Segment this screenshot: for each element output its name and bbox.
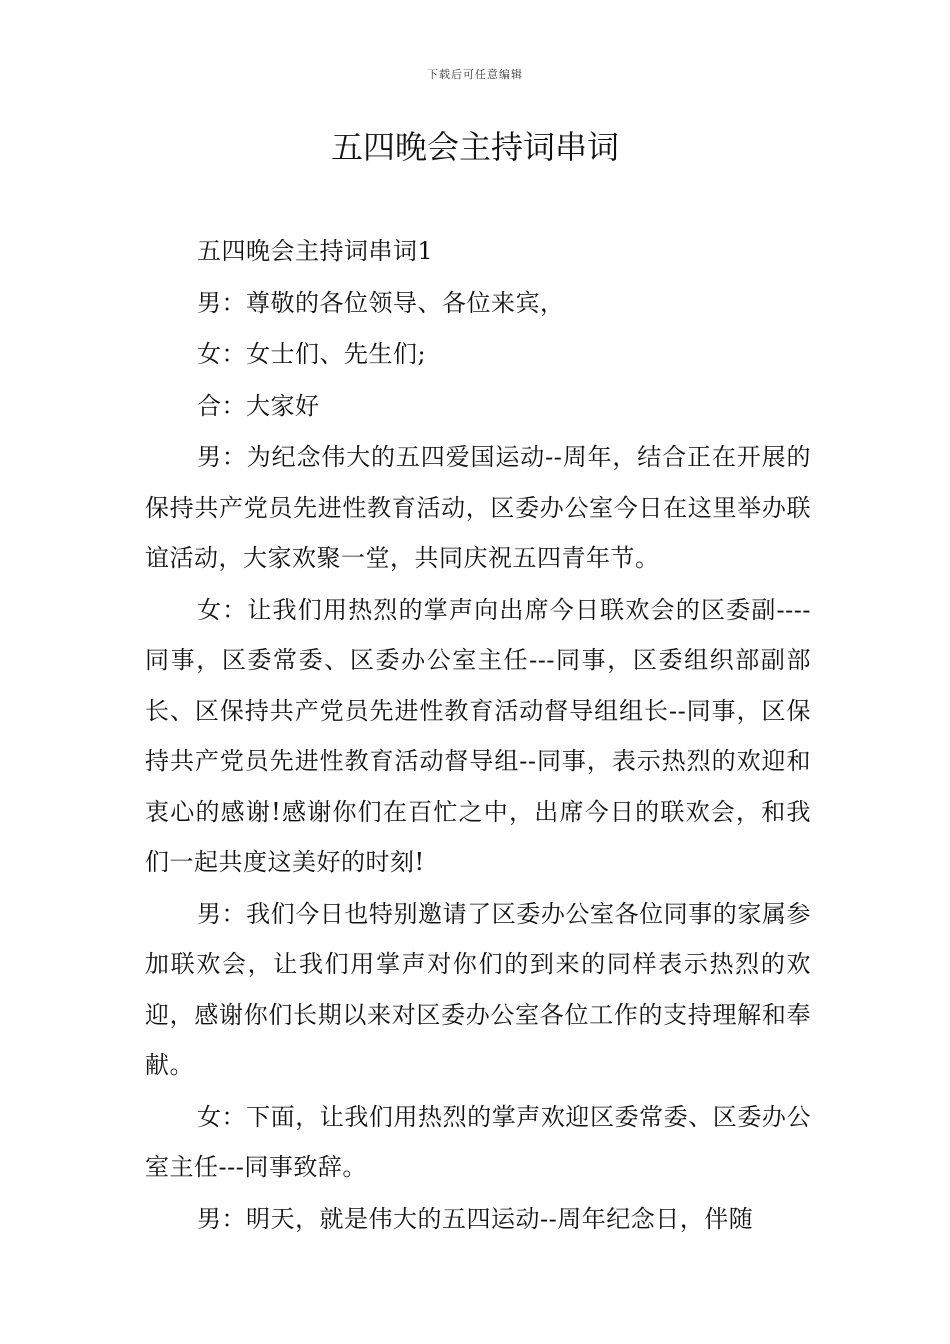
- paragraph: 女：女士们、先生们;: [197, 340, 427, 368]
- document-title: 五四晚会主持词串词: [330, 128, 619, 166]
- paragraph: 女：让我们用热烈的掌声向出席今日联欢会的区委副----同事，区委常委、区委办公室主任---同事，区委组织部副部长、区保持共产党员先进性教育活动督导组组长--同事，区保持共产党员先进性教育活动督导组--同事，表示热烈的欢迎和衷心的感谢!感谢你们在百忙之中，出席今日的联欢会，和我们一起共度这美好的时刻!: [145, 595, 811, 876]
- paragraph: 五四晚会主持词串词1: [197, 237, 434, 265]
- document-body: [145, 226, 811, 1245]
- paragraph: 男：为纪念伟大的五四爱国运动--周年，结合正在开展的保持共产党员先进性教育活动，区委办公室今日在这里举办联谊活动，大家欢聚一堂，共同庆祝五四青年节。: [145, 443, 811, 572]
- paragraph: 男：明天，就是伟大的五四运动--周年纪念日，伴随: [197, 1204, 754, 1233]
- paragraph: 合：大家好: [197, 391, 320, 420]
- paragraph: 男：尊敬的各位领导、各位来宾，: [197, 288, 565, 317]
- paragraph: 女：下面，让我们用热烈的掌声欢迎区委常委、区委办公室主任---同事致辞。: [145, 1102, 811, 1181]
- paragraph: 男：我们今日也特别邀请了区委办公室各位同事的家属参加联欢会，让我们用掌声对你们的到来的同样表示热烈的欢迎，感谢你们长期以来对区委办公室各位工作的支持理解和奉献。: [145, 899, 811, 1079]
- header-note: 下载后可任意编辑: [427, 68, 523, 81]
